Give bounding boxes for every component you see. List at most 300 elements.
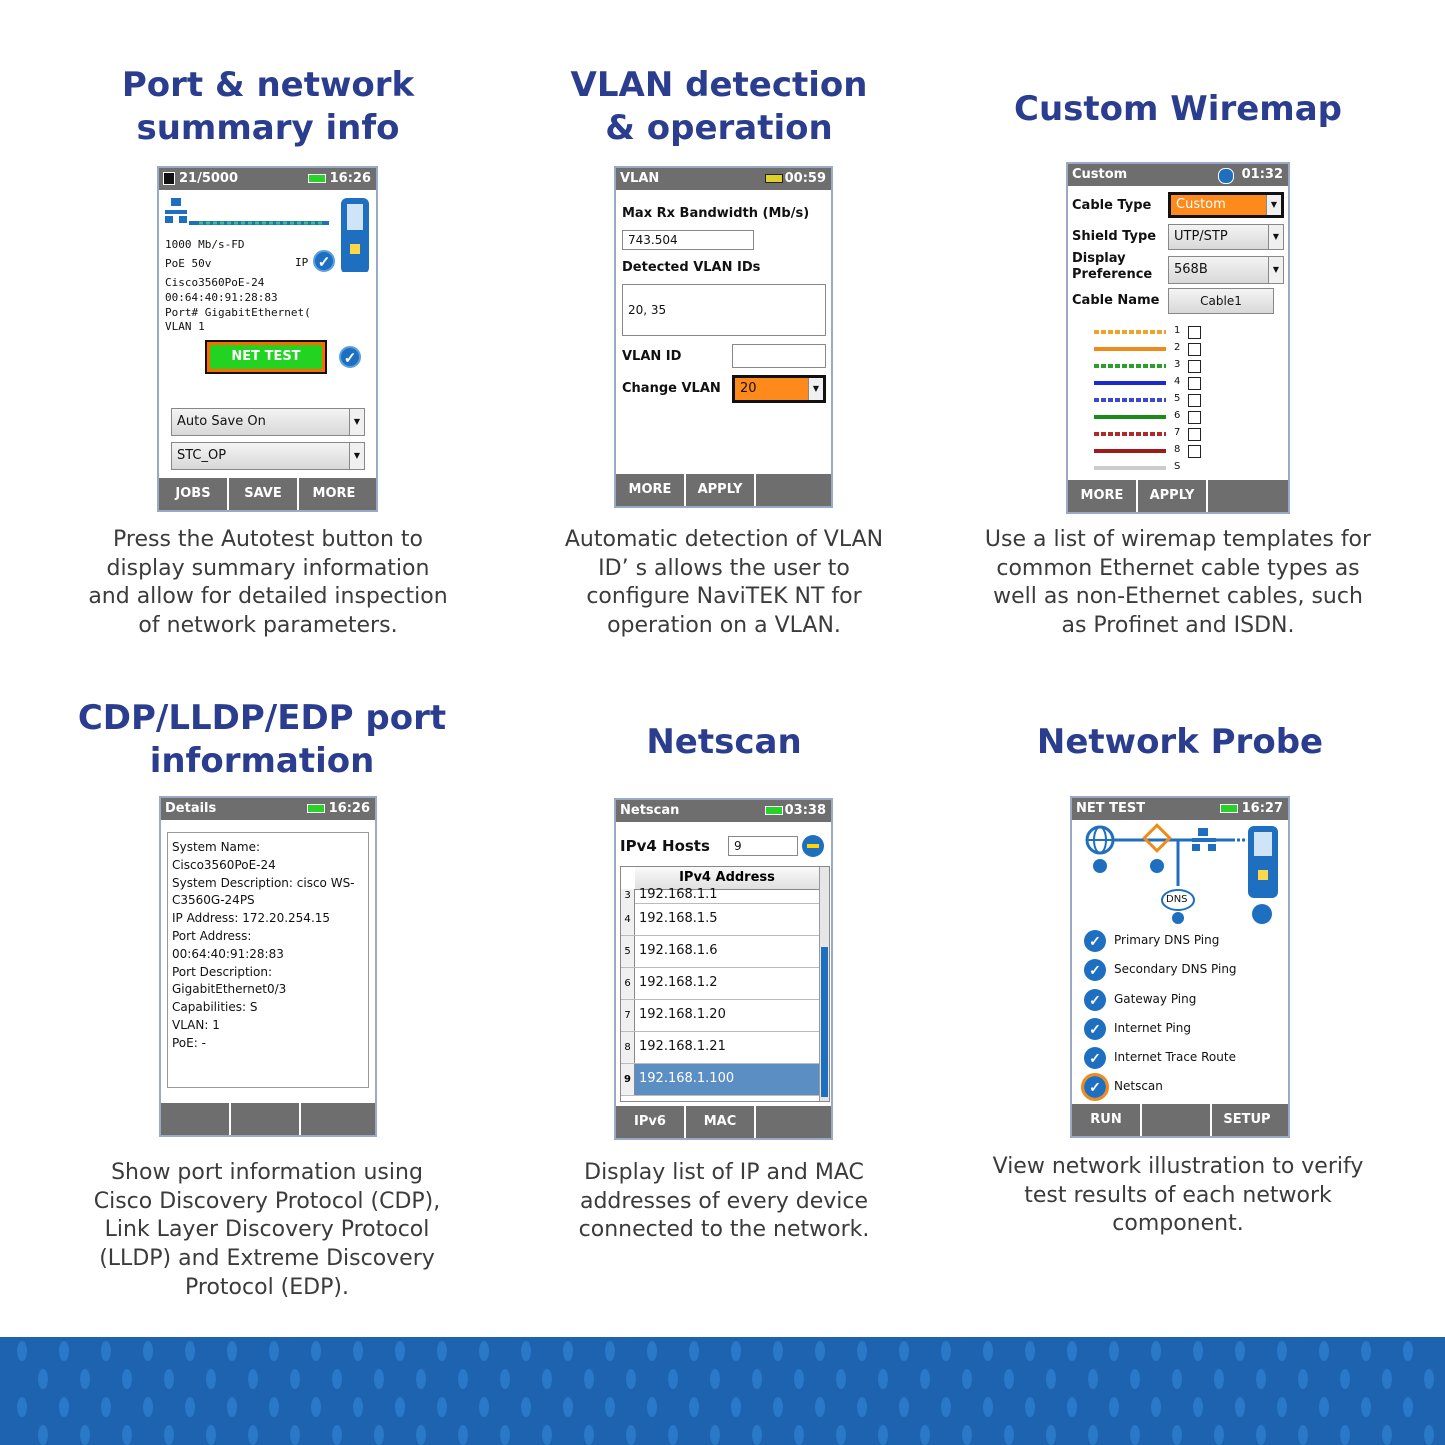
max-rx-field[interactable]: 743.504 [622,230,754,250]
hosts-count-field: 9 [728,836,798,856]
footer-dot [311,1341,321,1361]
footer-dot [1067,1341,1077,1361]
test-item[interactable] [1082,1045,1282,1074]
empty-softkey[interactable] [161,1103,231,1135]
footer-dot [1319,1397,1329,1417]
detail-line: Cisco3560PoE-24 [172,857,276,872]
hosts-label: IPv4 Hosts [620,837,710,855]
info-line: Port# GigabitEthernet( [165,306,311,319]
footer-dot [1319,1341,1329,1361]
button-bar [1072,1104,1288,1136]
footer-dot [353,1397,363,1417]
panel6-screen [1070,796,1290,1138]
footer-dot [1109,1341,1119,1361]
test-item[interactable] [1082,957,1282,986]
clock: 00:59 [784,171,826,186]
footer-dot [647,1397,657,1417]
footer-dot [815,1397,825,1417]
status-bar [1072,798,1288,820]
footer-dot [1424,1369,1434,1389]
footer-dot [731,1397,741,1417]
details-box [167,832,369,1088]
net-test-check-icon: ✓ [339,346,361,368]
footer-dot [1130,1425,1140,1445]
footer-dot [1256,1369,1266,1389]
test-list [1082,928,1282,1104]
wire-line [1094,398,1166,402]
wire-number: 2 [1174,342,1181,353]
footer-dot [374,1369,384,1389]
footer-dot [983,1341,993,1361]
footer-dot [941,1397,951,1417]
footer-dot [815,1341,825,1361]
footer-dot [185,1397,195,1417]
footer-dot [311,1397,321,1417]
button-bar [159,478,376,510]
detail-line: System Description: cisco WS- [172,875,355,890]
panel1-screen [157,166,378,512]
wire-number: 6 [1174,410,1181,421]
change-vlan-dropdown[interactable] [732,375,826,403]
footer-dot [101,1341,111,1361]
empty-softkey[interactable] [756,1106,826,1138]
panel2-description: Automatic detection of VLAN ID’ s allows the user to configure NaviTEK NT for operation on a VLAN. [564,527,884,639]
footer-dot [395,1341,405,1361]
status-bar [161,798,375,820]
ipv6-button[interactable]: IPv6 [616,1106,686,1138]
check-icon: ✓ [1084,1076,1106,1098]
check-icon: ✓ [1084,989,1106,1011]
shield-type-dropdown[interactable] [1168,224,1284,250]
apply-button[interactable]: APPLY [686,474,756,506]
footer-dot [1025,1341,1035,1361]
footer-dot [1067,1397,1077,1417]
wire-line [1094,347,1166,351]
footer-dot [1214,1425,1224,1445]
detail-line: GigabitEthernet0/3 [172,982,287,997]
footer-dot [794,1425,804,1445]
panel5-screen [614,798,833,1140]
footer-dot [206,1369,216,1389]
row-number: 5 [621,936,635,967]
ip-address: 192.168.1.1 [639,887,718,902]
panel3-title: Custom Wiremap [1014,89,1342,129]
footer-dot [248,1425,258,1445]
footer-dot [542,1369,552,1389]
host-rows [621,889,821,1096]
footer-dot [563,1397,573,1417]
test-item[interactable] [1082,1074,1282,1103]
empty-softkey[interactable] [231,1103,301,1135]
footer-dot [605,1341,615,1361]
battery-icon [765,806,783,815]
test-label: Secondary DNS Ping [1114,962,1237,977]
ip-check-icon: ✓ [313,250,335,272]
panel4-screen [159,796,377,1137]
footer-dot [1235,1397,1245,1417]
panel5-description: Display list of IP and MAC addresses of every device connected to the network. [578,1160,870,1243]
footer-dot [794,1369,804,1389]
footer-dot [1130,1369,1140,1389]
footer-dot [1361,1341,1371,1361]
test-label: Primary DNS Ping [1114,933,1220,947]
wire-line [1094,449,1166,453]
footer-dot [416,1369,426,1389]
footer-dot [941,1341,951,1361]
footer-dot [437,1341,447,1361]
wire-line [1094,381,1166,385]
footer-dot [437,1397,447,1417]
footer-dot [269,1341,279,1361]
footer-dot [668,1425,678,1445]
footer-dot [332,1369,342,1389]
cable-name-button[interactable]: Cable1 [1168,288,1274,314]
footer-dot [899,1341,909,1361]
footer-dot [1088,1369,1098,1389]
footer-dot [164,1425,174,1445]
hosts-table [620,866,830,1102]
footer-dot [1298,1425,1308,1445]
detail-line: Port Description: [172,964,272,979]
footer-dot [857,1341,867,1361]
wire-line [1094,466,1166,470]
wire-checkbox[interactable] [1188,411,1201,424]
footer-dot [290,1369,300,1389]
table-row[interactable] [621,889,821,904]
footer-dot [1361,1397,1371,1417]
footer-dot [1403,1397,1413,1417]
footer-dot [521,1397,531,1417]
more-button[interactable]: MORE [312,486,356,501]
footer-dot [101,1397,111,1417]
status-title: Netscan [620,803,680,818]
wire-list [1068,324,1288,474]
footer-dot [1025,1397,1035,1417]
panel4-title: CDP/LLDP/EDP port information [77,698,447,781]
footer-dot [1256,1425,1266,1445]
footer-dot [920,1369,930,1389]
footer-dot [458,1369,468,1389]
footer-dot [290,1425,300,1445]
footer-dot [1172,1369,1182,1389]
check-icon: ✓ [1084,1018,1106,1040]
status-title: Custom [1072,167,1128,182]
footer-dot [1172,1425,1182,1445]
footer-dot [878,1425,888,1445]
footer-dot [752,1425,762,1445]
row-number: 8 [621,1032,635,1063]
chevron-down-icon: ▼ [1268,257,1283,283]
wire-line [1094,330,1166,334]
footer-dot [458,1425,468,1445]
clock: 16:26 [328,801,370,816]
footer-dot [185,1341,195,1361]
footer-dot [962,1369,972,1389]
floppy-icon [163,172,175,185]
footer-dot [878,1369,888,1389]
empty-softkey[interactable] [1142,1104,1212,1136]
wire-checkbox[interactable] [1188,428,1201,441]
wire-number: 5 [1174,393,1181,404]
max-rx-label: Max Rx Bandwidth (Mb/s) [622,206,810,221]
status-title: 21/5000 [179,171,239,186]
wire-row [1068,443,1288,459]
panel4-description: Show port information using Cisco Discovery Protocol (CDP), Link Layer Discovery Protocol (LLDP) and Extreme Discovery Protocol (EDP). [93,1160,441,1300]
wire-row [1068,375,1288,391]
dropdown-value: Auto Save On [177,414,266,429]
footer-dot [836,1369,846,1389]
button-bar [161,1103,375,1135]
switch-icon [165,198,187,223]
table-row[interactable] [621,968,821,1000]
wire-line [1094,415,1166,419]
wire-line [1094,364,1166,368]
battery-icon [1220,804,1238,813]
display-pref-label: Display Preference [1072,251,1153,282]
status-title: NET TEST [1076,801,1146,816]
footer-dot [248,1369,258,1389]
wire-row [1068,426,1288,442]
footer-dot [710,1369,720,1389]
change-vlan-label: Change VLAN [622,381,721,396]
footer-dot [1298,1369,1308,1389]
status-title: Details [165,801,217,816]
info-line: Cisco3560PoE-24 [165,276,265,289]
vlan-id-field[interactable] [732,344,826,368]
battery-low-icon [1218,168,1234,184]
clock: 16:26 [329,171,371,186]
network-diagram [1072,822,1288,932]
test-label: Gateway Ping [1114,991,1197,1006]
footer-dot [836,1425,846,1445]
footer-dot [584,1369,594,1389]
battery-icon [307,804,325,813]
decorative-footer [0,1337,1445,1445]
table-row[interactable] [621,936,821,968]
info-line: 1000 Mb/s-FD [165,238,245,251]
footer-dot [1235,1341,1245,1361]
footer-dot [752,1369,762,1389]
detail-line: System Name: [172,840,261,854]
footer-dot [17,1397,27,1417]
footer-dot [374,1425,384,1445]
status-bar [1068,164,1288,186]
footer-dot [1046,1369,1056,1389]
switch-icon [1192,828,1216,851]
run-button[interactable]: RUN [1072,1104,1142,1136]
ip-address: 192.168.1.2 [639,975,718,990]
empty-softkey[interactable] [1208,480,1278,512]
more-button[interactable]: MORE [616,474,686,506]
shield-type-label: Shield Type [1072,229,1157,244]
cable-type-dropdown[interactable] [1168,192,1284,218]
detected-vlan-label: Detected VLAN IDs [622,260,761,275]
footer-dot [1193,1341,1203,1361]
footer-dot [1109,1397,1119,1417]
chevron-down-icon: ▼ [1266,195,1281,215]
wire-number: 1 [1174,325,1181,336]
panel5-title: Netscan [646,722,802,762]
setup-button[interactable]: SETUP [1223,1112,1271,1127]
footer-dot [1088,1425,1098,1445]
footer-dot [80,1425,90,1445]
wire-checkbox[interactable] [1188,394,1201,407]
footer-pattern [0,1337,1445,1445]
scrollbar-thumb[interactable] [821,947,828,1097]
row-number: 9 [621,1064,635,1095]
footer-dot [920,1425,930,1445]
footer-dot [605,1397,615,1417]
footer-dot [1004,1369,1014,1389]
footer-dot [59,1397,69,1417]
column-header: IPv4 Address [635,867,819,890]
chevron-down-icon: ▼ [349,443,364,469]
table-row[interactable] [621,904,821,936]
footer-dot [1151,1397,1161,1417]
footer-dot [80,1369,90,1389]
footer-dot [59,1341,69,1361]
detail-line: IP Address: 172.20.254.15 [172,911,331,926]
footer-dot [962,1425,972,1445]
info-line: 00:64:40:91:28:83 [165,291,278,304]
apply-button[interactable]: APPLY [1138,480,1208,512]
dropdown-value: 20 [740,381,757,396]
panel2-title: VLAN detection & operation [570,65,868,148]
jobs-button[interactable]: JOBS [159,478,229,510]
battery-icon [308,174,326,183]
footer-dot [1403,1341,1413,1361]
wire-line [1094,432,1166,436]
cable-type-label: Cable Type [1072,198,1152,213]
ip-address: 192.168.1.20 [639,1007,726,1022]
panel3-screen [1066,162,1290,514]
cable-name-label: Cable Name [1072,293,1160,308]
wire-row [1068,341,1288,357]
detail-line: 00:64:40:91:28:83 [172,946,284,961]
wire-row [1068,409,1288,425]
test-item[interactable] [1082,1016,1282,1045]
wire-checkbox[interactable] [1188,343,1201,356]
footer-dot [1382,1369,1392,1389]
footer-dot [1382,1425,1392,1445]
dropdown-value: 568B [1174,262,1208,277]
wire-row [1068,392,1288,408]
footer-dot [521,1341,531,1361]
footer-dot [731,1341,741,1361]
test-item[interactable] [1082,987,1282,1016]
footer-dot [1214,1369,1224,1389]
check-icon: ✓ [1084,1047,1106,1069]
footer-dot [668,1369,678,1389]
wire-number: S [1174,461,1181,472]
empty-softkey[interactable] [301,1103,371,1135]
footer-dot [773,1397,783,1417]
footer-dot [479,1341,489,1361]
panel1-description: Press the Autotest button to display summary information and allow for detailed inspection of network parameters. [88,527,448,639]
footer-dot [395,1397,405,1417]
save-button[interactable]: SAVE [229,478,299,510]
dropdown-value: STC_OP [177,448,227,463]
footer-dot [689,1397,699,1417]
more-button[interactable]: MORE [1068,480,1138,512]
job-dropdown[interactable] [171,442,365,470]
row-number: 4 [621,904,635,935]
footer-dot [1340,1425,1350,1445]
auto-save-dropdown[interactable] [171,408,365,436]
footer-dot [353,1341,363,1361]
footer-dot [1340,1369,1350,1389]
dropdown-value: Custom [1176,197,1226,212]
row-number: 6 [621,968,635,999]
footer-dot [122,1425,132,1445]
collapse-icon[interactable] [802,835,824,857]
test-item[interactable] [1082,928,1282,957]
ip-address: 192.168.1.6 [639,943,718,958]
wire-checkbox[interactable] [1188,377,1201,390]
mac-button[interactable]: MAC [686,1106,756,1138]
footer-dot [122,1369,132,1389]
battery-icon [765,174,783,183]
wire-number: 3 [1174,359,1181,370]
dns-label: DNS [1166,894,1188,905]
footer-dot [500,1369,510,1389]
footer-dot [584,1425,594,1445]
vlan-id-label: VLAN ID [622,349,682,364]
table-row[interactable] [621,1000,821,1032]
info-line: VLAN 1 [165,320,205,333]
panel2-screen [614,166,833,508]
footer-dot [38,1425,48,1445]
detail-line: VLAN: 1 [172,1017,220,1032]
detected-vlan-field: 20, 35 [622,284,826,336]
button-bar [616,1106,831,1138]
chevron-down-icon: ▼ [1268,225,1283,249]
detail-line: C3560G-24PS [172,893,255,908]
footer-dot [899,1397,909,1417]
panel6-title: Network Probe [1036,722,1324,762]
footer-dot [479,1397,489,1417]
wire-number: 8 [1174,444,1181,455]
table-row[interactable] [621,1064,821,1096]
footer-dot [206,1425,216,1445]
table-row[interactable] [621,1032,821,1064]
footer-dot [143,1341,153,1361]
footer-dot [773,1341,783,1361]
check-icon: ✓ [1084,930,1106,952]
footer-dot [227,1341,237,1361]
footer-dot [416,1425,426,1445]
wire-checkbox[interactable] [1188,360,1201,373]
wire-row [1068,358,1288,374]
detail-line: Capabilities: S [172,1000,258,1015]
wire-checkbox[interactable] [1188,445,1201,458]
wire-row [1068,324,1288,340]
scrollbar[interactable] [819,867,829,1101]
wire-number: 4 [1174,376,1181,387]
row-number: 7 [621,1000,635,1031]
display-pref-dropdown[interactable] [1168,256,1284,284]
panel3-description: Use a list of wiremap templates for common Ethernet cable types as well as non-Ethernet cables, such as Profinet and ISDN. [984,527,1372,639]
net-test-button[interactable]: NET TEST [207,342,325,372]
footer-dot [1424,1425,1434,1445]
empty-softkey[interactable] [756,474,826,506]
footer-dot [983,1397,993,1417]
wire-checkbox[interactable] [1188,326,1201,339]
wire-row [1068,460,1288,476]
status-bar [159,168,376,190]
footer-dot [563,1341,573,1361]
test-label: Internet Trace Route [1114,1050,1236,1065]
